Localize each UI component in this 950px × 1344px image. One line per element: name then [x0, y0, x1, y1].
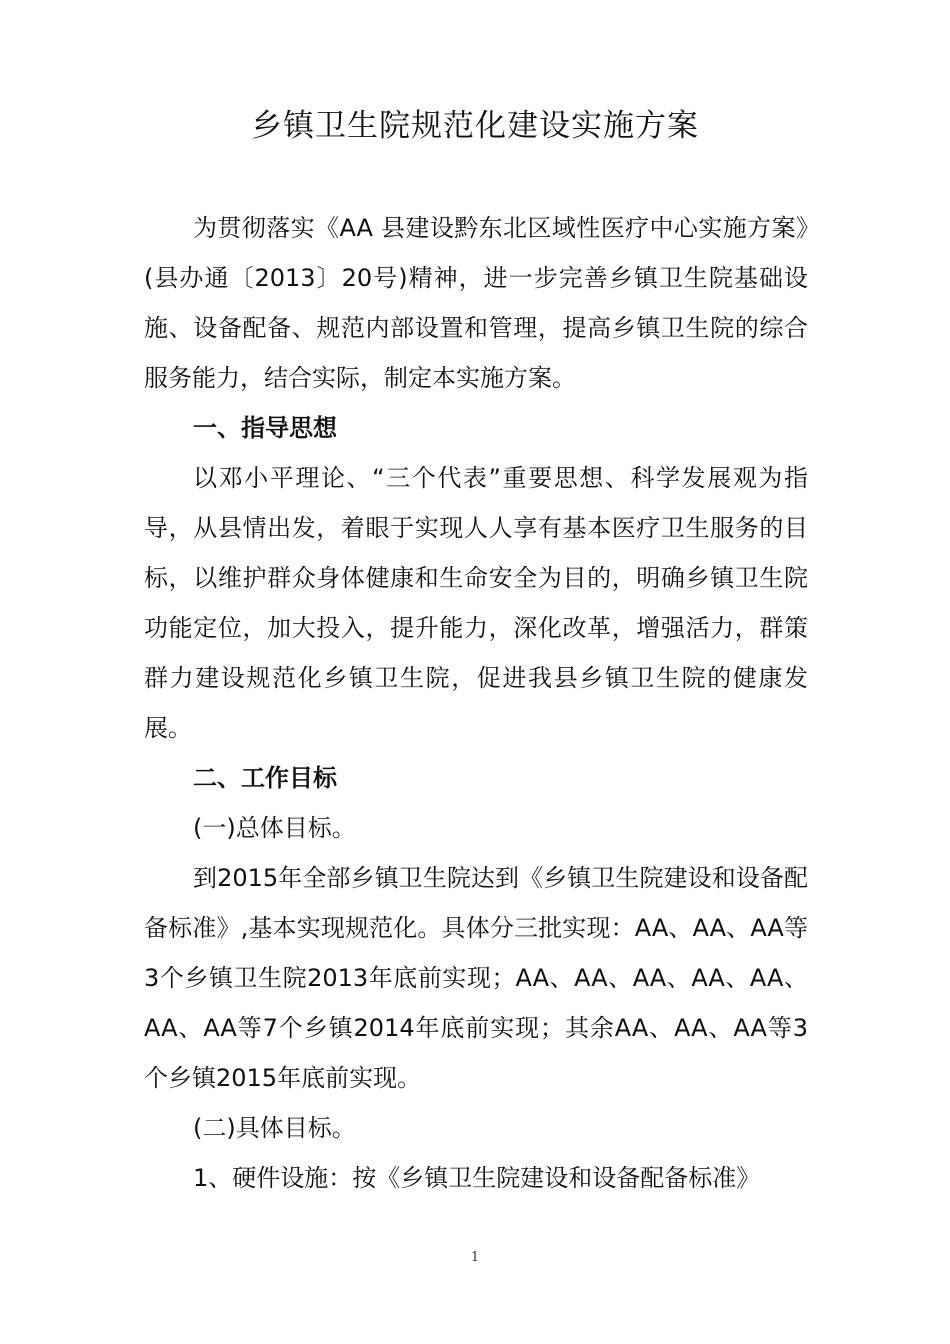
section-heading-guiding-ideology: 一、指导思想 [193, 414, 337, 442]
document-title: 乡镇卫生院规范化建设实施方案 [251, 108, 699, 144]
section-heading-work-goals: 二、工作目标 [193, 764, 337, 792]
subheading-overall-goals: (一)总体目标。 [193, 814, 356, 842]
subheading-specific-goals: (二)具体目标。 [193, 1114, 356, 1142]
page-number: 1 [470, 1250, 480, 1265]
overall-goals-paragraph: 到2015年全部乡镇卫生院达到《乡镇卫生院建设和设备配备标准》,基本实现规范化。具体分三批实现：AA、AA、AA等3个乡镇卫生院2013年底前实现；AA、AA、AA、AA、AA、AA、AA等7个乡镇2014年底前实现；其余AA、AA、AA等3个乡镇2015年底前实现。 [144, 864, 808, 1092]
hardware-facilities-paragraph: 1、硬件设施：按《乡镇卫生院建设和设备配备标准》 [193, 1164, 761, 1192]
intro-paragraph: 为贯彻落实《AA 县建设黔东北区域性医疗中心实施方案》(县办通〔2013〕20号)精神，进一步完善乡镇卫生院基础设施、设备配备、规范内部设置和管理，提高乡镇卫生院的综合服务能力，结合实际，制定本实施方案。 [144, 214, 808, 392]
guiding-ideology-paragraph: 以邓小平理论、“三个代表”重要思想、科学发展观为指导，从县情出发，着眼于实现人人享有基本医疗卫生服务的目标，以维护群众身体健康和生命安全为目的，明确乡镇卫生院功能定位，加大投入，提升能力，深化改革，增强活力，群策群力建设规范化乡镇卫生院，促进我县乡镇卫生院的健康发展。 [144, 464, 808, 742]
document-body [144, 203, 808, 1203]
